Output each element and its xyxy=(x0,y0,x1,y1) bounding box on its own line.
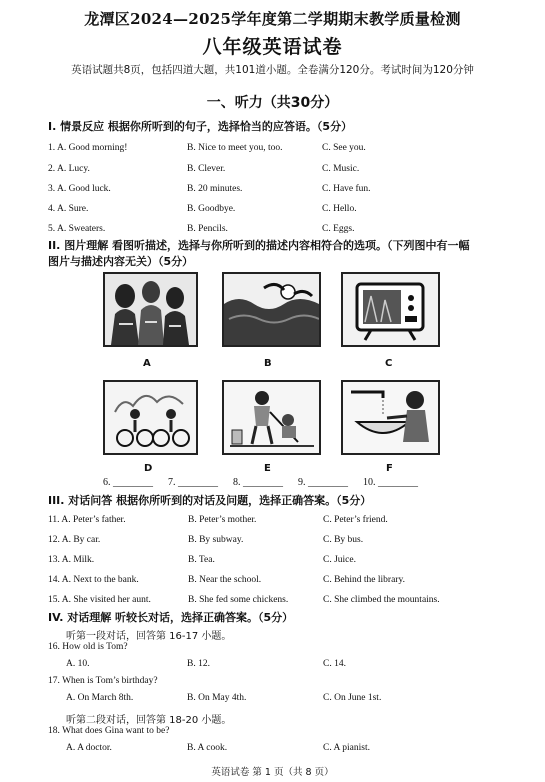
q3-option-b: B. 20 minutes. xyxy=(187,184,243,194)
q17-option-c: C. On June 1st. xyxy=(323,693,382,703)
page-footer: 英语试卷 第 1 页（共 8 页） xyxy=(211,767,334,778)
q1-option-a: 1. A. Good morning! xyxy=(48,143,128,153)
section-title-listening: 一、听力（共30分） xyxy=(206,95,339,111)
q16-question: 16. How old is Tom? xyxy=(48,642,128,652)
q5-option-c: C. Eggs. xyxy=(322,224,355,234)
q15-option-a: 15. A. She visited her aunt. xyxy=(48,595,151,605)
q18-question: 18. What does Gina want to be? xyxy=(48,726,170,736)
q15-option-b: B. She fed some chickens. xyxy=(188,595,289,605)
answer-blank-7[interactable]: 7. ________ xyxy=(168,477,218,488)
q12-option-b: B. By subway. xyxy=(188,535,244,545)
q14-option-c: C. Behind the library. xyxy=(323,575,405,585)
exam-info: 英语试题共8页，包括四道大题，共101道小题。全卷满分120分。考试时间为120分钟 xyxy=(71,64,474,76)
part-iii-heading: III. 对话问答 根据你所听到的对话及问题，选择正确答案。（5分） xyxy=(48,494,372,507)
q14-option-b: B. Near the school. xyxy=(188,575,262,585)
q11-option-c: C. Peter’s friend. xyxy=(323,515,388,525)
answer-blank-6[interactable]: 6. ________ xyxy=(103,477,153,488)
q14-option-a: 14. A. Next to the bank. xyxy=(48,575,139,585)
exam-title: 龙潭区2024—2025学年度第二学期期末教学质量检测 xyxy=(84,10,461,28)
q16-option-a: A. 10. xyxy=(66,659,90,669)
exam-subtitle: 八年级英语试卷 xyxy=(202,36,343,58)
q18-option-a: A. A doctor. xyxy=(66,743,112,753)
q3-option-a: 3. A. Good luck. xyxy=(48,184,111,194)
q18-option-b: B. A cook. xyxy=(187,743,228,753)
q17-option-b: B. On May 4th. xyxy=(187,693,247,703)
q15-option-c: C. She climbed the mountains. xyxy=(323,595,440,605)
part-iv-heading: IV. 对话理解 听较长对话，选择正确答案。（5分） xyxy=(48,611,294,624)
picture-label-b: B xyxy=(264,358,272,369)
q1-option-b: B. Nice to meet you, too. xyxy=(187,143,283,153)
part-ii-heading-line2: 图片与描述内容无关）（5分） xyxy=(48,255,194,268)
q2-option-b: B. Clever. xyxy=(187,164,226,174)
q17-question: 17. When is Tom’s birthday? xyxy=(48,676,158,686)
answer-blank-8[interactable]: 8. ________ xyxy=(233,477,283,488)
part-iv-intro-1: 听第一段对话，回答第 16-17 小题。 xyxy=(66,631,232,642)
answer-blank-10[interactable]: 10. ________ xyxy=(363,477,418,488)
q16-option-c: C. 14. xyxy=(323,659,346,669)
q12-option-c: C. By bus. xyxy=(323,535,364,545)
picture-label-d: D xyxy=(144,463,153,474)
picture-label-f: F xyxy=(386,463,393,474)
q17-option-a: A. On March 8th. xyxy=(66,693,134,703)
q4-option-b: B. Goodbye. xyxy=(187,204,236,214)
q16-option-b: B. 12. xyxy=(187,659,210,669)
picture-e-cleaning xyxy=(222,380,321,455)
q13-option-b: B. Tea. xyxy=(188,555,215,565)
picture-f-washing-hands xyxy=(341,380,440,455)
q13-option-a: 13. A. Milk. xyxy=(48,555,95,565)
q5-option-b: B. Pencils. xyxy=(187,224,228,234)
part-ii-heading-line1: II. 图片理解 看图听描述，选择与你所听到的描述内容相符合的选项。（下列图中有一幅 xyxy=(48,239,470,252)
picture-label-c: C xyxy=(385,358,393,369)
q1-option-c: C. See you. xyxy=(322,143,366,153)
part-i-heading: I. 情景反应 根据你所听到的句子，选择恰当的应答语。（5分） xyxy=(48,120,353,133)
q4-option-c: C. Hello. xyxy=(322,204,357,214)
picture-label-e: E xyxy=(264,463,271,474)
part-iv-intro-2: 听第二段对话，回答第 18-20 小题。 xyxy=(66,715,232,726)
q13-option-c: C. Juice. xyxy=(323,555,356,565)
q2-option-a: 2. A. Lucy. xyxy=(48,164,90,174)
picture-a-family xyxy=(103,272,198,347)
q11-option-a: 11. A. Peter’s father. xyxy=(48,515,126,525)
q4-option-a: 4. A. Sure. xyxy=(48,204,89,214)
q11-option-b: B. Peter’s mother. xyxy=(188,515,257,525)
picture-c-television xyxy=(341,272,440,347)
picture-d-cycling xyxy=(103,380,198,455)
answer-blank-9[interactable]: 9. ________ xyxy=(298,477,348,488)
q5-option-a: 5. A. Sweaters. xyxy=(48,224,106,234)
q18-option-c: C. A pianist. xyxy=(323,743,370,753)
q12-option-a: 12. A. By car. xyxy=(48,535,101,545)
picture-label-a: A xyxy=(143,358,151,369)
q2-option-c: C. Music. xyxy=(322,164,360,174)
q3-option-c: C. Have fun. xyxy=(322,184,371,194)
picture-b-swimming xyxy=(222,272,321,347)
